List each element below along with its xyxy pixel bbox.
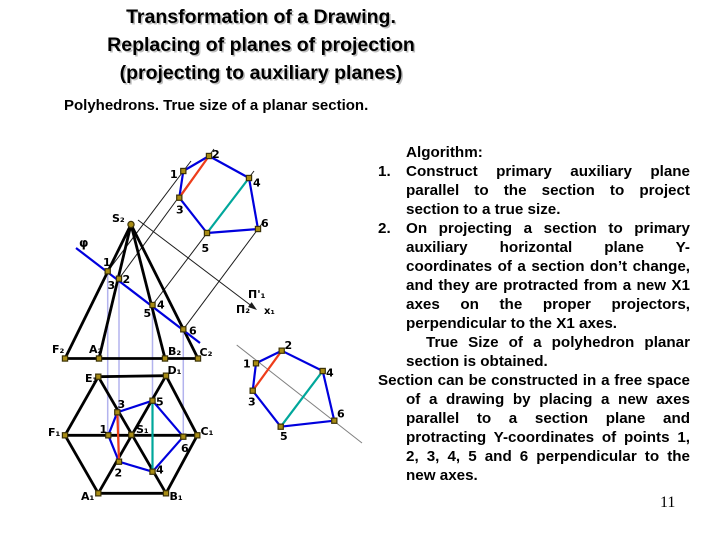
svg-text:4: 4: [326, 366, 334, 380]
title-line-2: Replacing of planes of projection: [107, 34, 415, 56]
svg-text:3: 3: [176, 203, 184, 217]
svg-text:3: 3: [117, 398, 126, 411]
svg-text:5: 5: [201, 242, 210, 255]
algorithm-item-1-text: Construct primary auxiliary plane parallel to the section to project section to a true size.: [406, 163, 690, 218]
svg-text:B₂: B₂: [168, 345, 182, 358]
svg-text:1: 1: [103, 256, 111, 269]
algorithm-item-1: [378, 162, 690, 219]
algorithm-text-block: [378, 143, 690, 485]
algorithm-item-2-number: 2.: [378, 220, 391, 237]
svg-text:2: 2: [284, 339, 293, 352]
svg-text:S₁: S₁: [136, 423, 149, 436]
svg-text:1: 1: [99, 423, 108, 436]
algorithm-footer: Section can be constructed in a free space of a drawing by placing a new axes parallel to a section plane and protracting Y-coordinates of points 1, 2, 3, 4, 5 and 6 perpendicular to the new axes.: [378, 372, 690, 484]
svg-text:F₁: F₁: [48, 426, 61, 439]
svg-text:6: 6: [189, 324, 197, 338]
svg-text:x₁: x₁: [264, 306, 275, 317]
svg-text:E₁: E₁: [85, 372, 98, 385]
svg-text:S₂: S₂: [112, 212, 125, 225]
algorithm-heading: Algorithm:: [406, 144, 483, 161]
svg-text:A₂: A₂: [89, 343, 103, 356]
svg-text:5: 5: [156, 395, 164, 409]
svg-text:П'₁: П'₁: [248, 288, 266, 301]
svg-text:4: 4: [157, 298, 165, 312]
svg-text:B₁: B₁: [169, 490, 183, 503]
svg-text:φ: φ: [79, 236, 89, 250]
svg-text:6: 6: [181, 442, 189, 455]
algorithm-item-2: [378, 219, 690, 333]
svg-text:4: 4: [253, 176, 261, 190]
svg-text:1: 1: [170, 168, 178, 181]
svg-text:D₁: D₁: [167, 364, 182, 377]
slide-subtitle: Polyhedrons. True size of a planar section.: [64, 97, 369, 114]
svg-text:5: 5: [143, 307, 152, 320]
algorithm-item-2-text: On projecting a section to primary auxiliary horizontal plane Y-coordinates of a section don’t change, and they are protracted from a new X1 axes on the proper projectors, perpendicular to the X1 axes.: [406, 220, 690, 332]
slide-title: [0, 3, 522, 87]
svg-text:A₁: A₁: [81, 490, 95, 503]
svg-text:2: 2: [114, 466, 123, 480]
svg-text:3: 3: [248, 395, 256, 409]
algorithm-item-1-number: 1.: [378, 163, 391, 180]
title-line-1: Transformation of a Drawing.: [126, 6, 396, 28]
projection-diagram: [0, 140, 400, 540]
svg-text:П₂: П₂: [236, 303, 251, 316]
svg-text:6: 6: [261, 217, 269, 230]
svg-text:2: 2: [212, 148, 220, 161]
svg-text:6: 6: [337, 407, 345, 421]
svg-text:2: 2: [122, 273, 131, 286]
svg-text:3: 3: [107, 279, 116, 292]
svg-text:C₁: C₁: [200, 425, 214, 438]
svg-text:4: 4: [156, 463, 164, 477]
page-number: 11: [660, 494, 676, 511]
title-line-3: (projecting to auxiliary planes): [119, 62, 403, 84]
svg-text:C₂: C₂: [199, 346, 213, 359]
algorithm-note: True Size of a polyhedron planar section is obtained.: [406, 334, 690, 370]
svg-text:F₂: F₂: [52, 343, 65, 356]
svg-text:5: 5: [280, 430, 288, 443]
svg-text:1: 1: [243, 357, 251, 371]
